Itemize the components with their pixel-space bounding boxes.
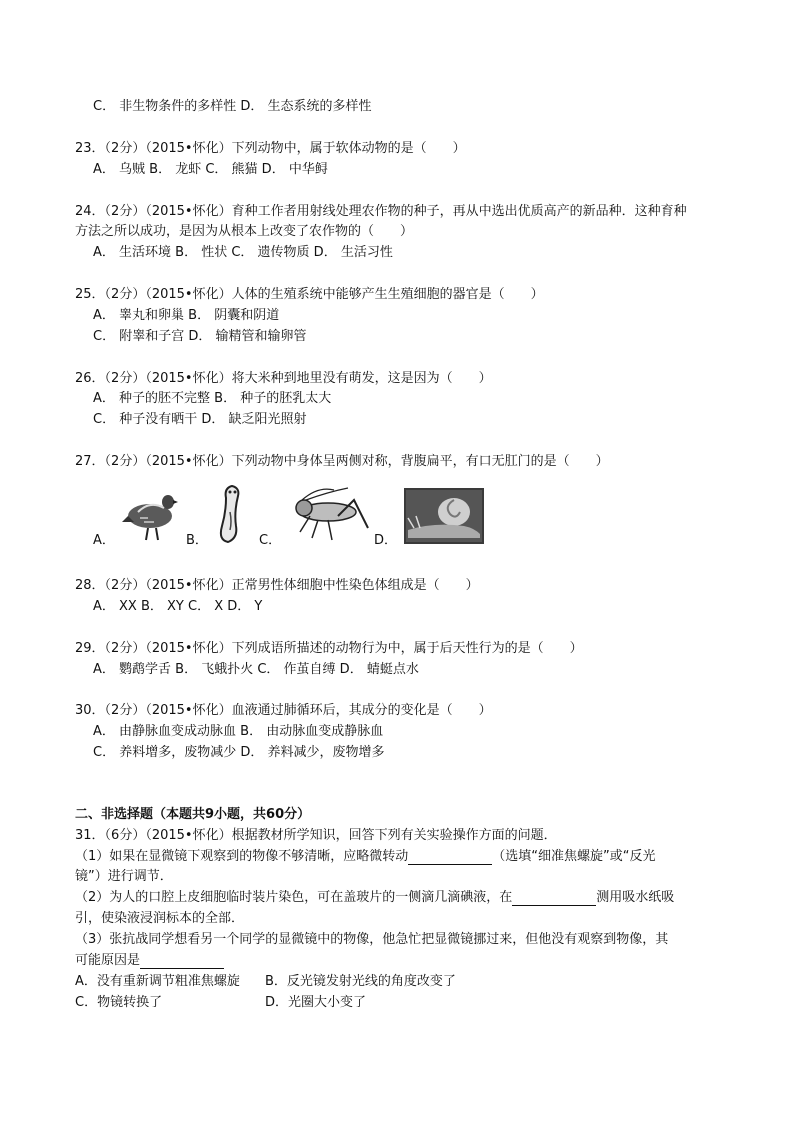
q24-stem-line1: 24．（2分）（2015•怀化）育种工作者用射线处理农作物的种子，再从中选出优质高产的新品种．这种育种 — [75, 204, 687, 219]
q23-stem: 23．（2分）（2015•怀化）下列动物中，属于软体动物的是（ ） — [75, 141, 466, 156]
q31-part1-text-b: （选填“细准焦螺旋”或“反光 — [492, 849, 656, 864]
q31-part2-line2: 引，使染液浸润标本的全部． — [75, 911, 245, 926]
q31-option-b: B．反光镜发射光线的角度改变了 — [265, 974, 456, 989]
q27-label-d: D． — [374, 533, 398, 548]
q31-part2-text-b: 测用吸水纸吸 — [596, 890, 675, 905]
q26-stem: 26．（2分）（2015•怀化）将大米种到地里没有萌发，这是因为（ ） — [75, 371, 492, 386]
q31-part1-line1 — [75, 849, 656, 865]
q26-options-cd: C． 种子没有晒干 D． 缺乏阳光照射 — [93, 412, 307, 427]
answer-blank-2[interactable] — [512, 891, 596, 906]
section-title: 二、非选择题（本题共9小题，共60分） — [75, 807, 311, 822]
q24-stem-line2: 方法之所以成功，是因为从根本上改变了农作物的（ ） — [75, 224, 414, 239]
q31-part1-text-a: （1）如果在显微镜下观察到的物像不够清晰，应略微转动 — [75, 849, 409, 864]
planarian-image — [210, 482, 250, 546]
q27-label-b: B． — [186, 533, 208, 548]
q25-options-ab: A． 睾丸和卵巢 B． 阴囊和阴道 — [93, 308, 280, 323]
q31-option-d: D．光圈大小变了 — [265, 995, 367, 1010]
q29-options: A． 鹦鹉学舌 B． 飞蛾扑火 C． 作茧自缚 D． 蜻蜓点水 — [93, 662, 419, 677]
q23-options: A． 乌贼 B． 龙虾 C． 熊猫 D． 中华鲟 — [93, 162, 328, 177]
grasshopper-image — [288, 484, 372, 544]
q25-stem: 25．（2分）（2015•怀化）人体的生殖系统中能够产生生殖细胞的器官是（ ） — [75, 287, 544, 302]
q31-part3-line2 — [75, 953, 224, 969]
q31-option-a: A．没有重新调节粗准焦螺旋 — [75, 974, 240, 989]
q31-part1-line2: 镜”）进行调节． — [75, 869, 173, 884]
q31-part3-text-b: 可能原因是 — [75, 953, 141, 968]
q25-options-cd: C． 附睾和子宫 D． 输精管和输卵管 — [93, 329, 307, 344]
q30-stem: 30．（2分）（2015•怀化）血液通过肺循环后，其成分的变化是（ ） — [75, 703, 492, 718]
q30-options-ab: A． 由静脉血变成动脉血 B． 由动脉血变成静脉血 — [93, 724, 384, 739]
q26-options-ab: A． 种子的胚不完整 B． 种子的胚乳太大 — [93, 391, 332, 406]
answer-blank-3[interactable] — [140, 954, 224, 969]
q22-option-c: C． 非生物条件的多样性 D． 生态系统的多样性 — [93, 99, 372, 114]
q31-part2-line1 — [75, 890, 674, 906]
q29-stem: 29．（2分）（2015•怀化）下列成语所描述的动物行为中，属于后天性行为的是（ ） — [75, 641, 583, 656]
q31-option-c: C．物镜转换了 — [75, 995, 163, 1010]
snail-image — [404, 488, 484, 544]
q31-stem: 31．（6分）（2015•怀化）根据教材所学知识，回答下列有关实验操作方面的问题． — [75, 828, 557, 843]
q28-options: A． XX B． XY C． X D． Y — [93, 599, 263, 614]
q28-stem: 28．（2分）（2015•怀化）正常男性体细胞中性染色体组成是（ ） — [75, 578, 479, 593]
q27-label-a: A． — [93, 533, 115, 548]
q24-options: A． 生活环境 B． 性状 C． 遗传物质 D． 生活习性 — [93, 245, 393, 260]
q30-options-cd: C． 养料增多，废物减少 D． 养料减少，废物增多 — [93, 745, 385, 760]
q31-part2-text-a: （2）为人的口腔上皮细胞临时装片染色，可在盖玻片的一侧滴几滴碘液，在 — [75, 890, 513, 905]
q27-stem: 27．（2分）（2015•怀化）下列动物中身体呈两侧对称，背腹扁平，有口无肛门的是（ ） — [75, 454, 609, 469]
answer-blank-1[interactable] — [408, 850, 492, 865]
q27-label-c: C． — [259, 533, 282, 548]
q31-part3-line1: （3）张抗战同学想看另一个同学的显微镜中的物像，他急忙把显微镜挪过来，但他没有观察到物像，其 — [75, 932, 669, 947]
pigeon-image — [120, 478, 180, 544]
